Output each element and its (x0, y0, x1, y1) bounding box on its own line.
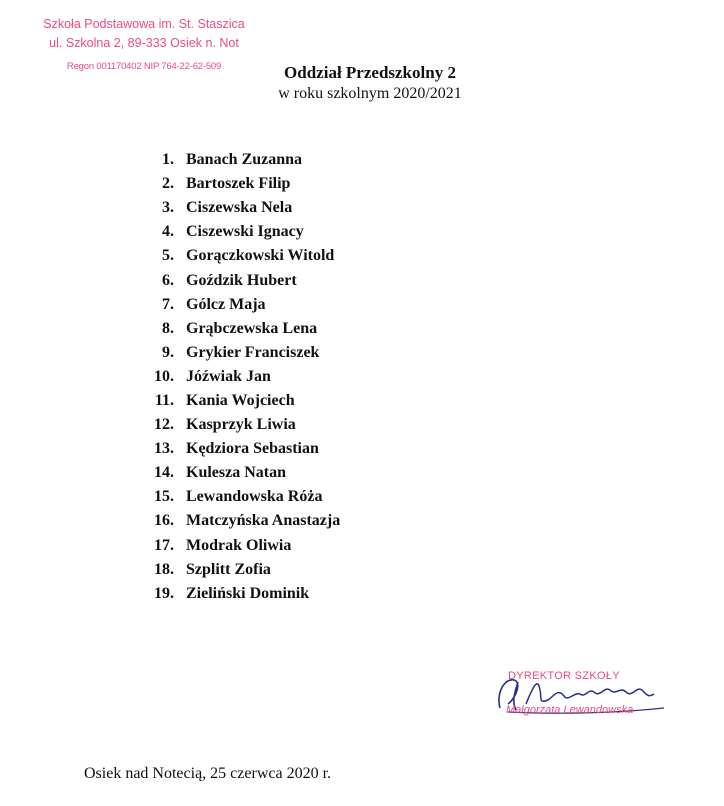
signature-role: DYREKTOR SZKOŁY (508, 670, 620, 682)
list-item-name: Jóźwiak Jan (186, 367, 271, 385)
list-item-name: Goździk Hubert (186, 271, 297, 289)
list-item-number: 13. (154, 440, 174, 458)
list-item-number: 17. (154, 536, 174, 554)
list-item-name: Banach Zuzanna (186, 151, 303, 169)
list-item (140, 220, 340, 244)
list-item (140, 534, 340, 558)
list-item-name: Matczyńska Anastazja (186, 512, 341, 530)
list-item (140, 268, 340, 292)
list-item-name: Gorączkowski Witold (186, 247, 335, 265)
list-item-number: 3. (162, 199, 174, 217)
list-item (140, 148, 340, 172)
list-item-number: 2. (162, 175, 174, 193)
list-item (140, 461, 340, 485)
list-item-name: Ciszewska Nela (186, 199, 293, 217)
list-item-number: 1. (162, 151, 174, 169)
list-item-name: Zieliński Dominik (186, 584, 310, 602)
list-item-name: Ciszewski Ignacy (186, 223, 304, 241)
list-item-number: 4. (162, 223, 174, 241)
list-item (140, 293, 340, 317)
list-item-name: Kulesza Natan (186, 464, 286, 482)
list-item (140, 509, 340, 533)
list-item (140, 485, 340, 509)
list-item-name: Bartoszek Filip (186, 175, 291, 193)
list-item-name: Kędziora Sebastian (186, 440, 319, 458)
list-item (140, 196, 340, 220)
stamp-school-name: Szkoła Podstawowa im. St. Staszica (43, 17, 245, 31)
list-item-number: 6. (162, 271, 174, 289)
list-item (140, 558, 340, 582)
list-item-name: Modrak Oliwia (186, 536, 292, 554)
list-item-number: 5. (162, 247, 174, 265)
list-item-number: 9. (162, 343, 174, 361)
place-and-date: Osiek nad Notecią, 25 czerwca 2020 r. (84, 765, 332, 782)
list-item (140, 413, 340, 437)
list-item (140, 244, 340, 268)
signature-name: Małgorzata Lewandowska (506, 704, 634, 716)
page-subtitle: w roku szkolnym 2020/2021 (278, 85, 462, 102)
list-item (140, 317, 340, 341)
list-item-number: 18. (154, 560, 174, 578)
director-signature-stamp (478, 664, 688, 722)
list-item-name: Lewandowska Róża (186, 488, 323, 506)
list-item-number: 16. (154, 512, 174, 530)
school-stamp (34, 16, 254, 74)
list-item-name: Gólcz Maja (186, 295, 266, 313)
list-item (140, 582, 340, 606)
list-item-name: Grykier Franciszek (186, 343, 320, 361)
list-item (140, 172, 340, 196)
list-item-number: 19. (154, 584, 174, 602)
list-item-number: 14. (154, 464, 174, 482)
list-item-number: 7. (162, 295, 174, 313)
list-item (140, 437, 340, 461)
document-header (230, 62, 510, 104)
stamp-address: ul. Szkolna 2, 89-333 Osiek n. Not (49, 36, 239, 50)
list-item-name: Kania Wojciech (186, 391, 295, 409)
list-item (140, 389, 340, 413)
list-item-number: 10. (154, 367, 174, 385)
list-item-number: 8. (162, 319, 174, 337)
list-item-name: Kasprzyk Liwia (186, 416, 296, 434)
stamp-registry-numbers: Regon 001170402 NIP 764-22-62-509 (66, 61, 222, 72)
list-item-name: Szplitt Zofia (186, 560, 271, 578)
list-item-name: Grąbczewska Lena (186, 319, 318, 337)
student-list (140, 148, 340, 606)
list-item (140, 365, 340, 389)
list-item-number: 11. (154, 391, 174, 409)
list-item-number: 15. (154, 488, 174, 506)
list-item (140, 341, 340, 365)
list-item-number: 12. (154, 416, 174, 434)
page-title: Oddział Przedszkolny 2 (284, 63, 456, 82)
